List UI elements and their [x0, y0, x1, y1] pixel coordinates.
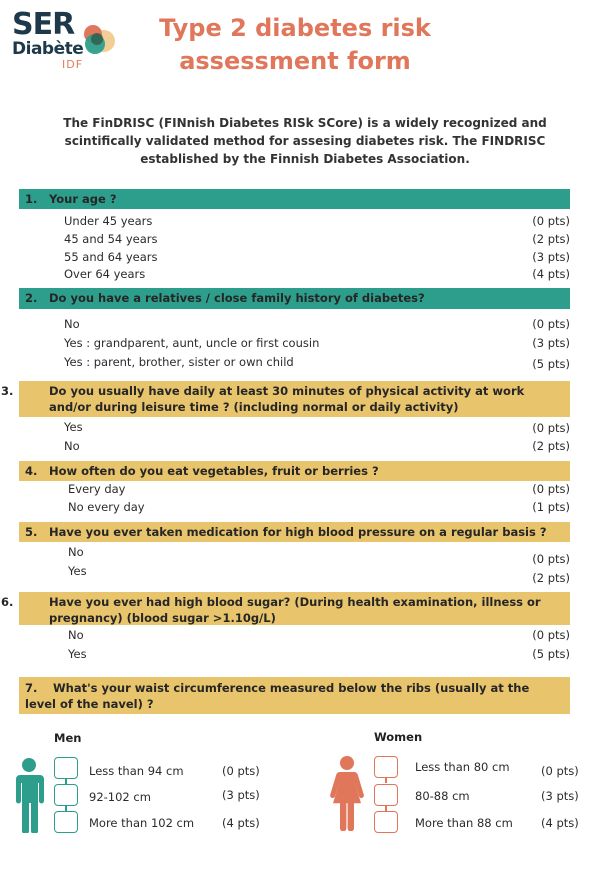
option-label[interactable]: Yes: [64, 420, 83, 434]
option-label[interactable]: 55 and 64 years: [64, 250, 158, 264]
option-label[interactable]: No: [68, 628, 84, 642]
question-text: How often do you eat vegetables, fruit or berries ?: [49, 464, 379, 478]
women-option-label: Less than 80 cm: [415, 760, 510, 774]
page-title: Type 2 diabetes risk assessment form: [159, 14, 431, 75]
option-label[interactable]: No: [64, 317, 80, 331]
men-option-checkbox[interactable]: [54, 757, 78, 779]
option-points: (0 pts): [532, 628, 570, 642]
question-4-header: [19, 461, 570, 481]
option-label[interactable]: 45 and 54 years: [64, 232, 158, 246]
option-points: (3 pts): [532, 250, 570, 264]
men-heading: Men: [54, 731, 82, 745]
option-points: (0 pts): [532, 421, 570, 435]
woman-icon: [329, 755, 365, 831]
option-points: (2 pts): [532, 439, 570, 453]
option-label[interactable]: No: [64, 439, 80, 453]
option-points: (5 pts): [532, 647, 570, 661]
option-label[interactable]: Yes: [68, 647, 87, 661]
question-6-header: [1, 592, 570, 625]
men-option-label: 92-102 cm: [89, 790, 151, 804]
question-text: Do you have a relatives / close family history of diabetes?: [49, 291, 425, 305]
question-text: What's your waist circumference measured below the ribs (usually at the level of the navel) ?: [25, 681, 530, 711]
question-3-header: [1, 381, 570, 417]
men-option-points: (0 pts): [222, 764, 260, 778]
option-label[interactable]: No every day: [68, 500, 145, 514]
logo-heart-icon: [81, 24, 117, 56]
question-number: 4.: [25, 464, 38, 478]
option-label[interactable]: Over 64 years: [64, 267, 146, 281]
question-5-header: [19, 522, 570, 542]
question-text: Have you ever taken medication for high blood pressure on a regular basis ?: [49, 525, 547, 539]
question-number: 1.: [25, 192, 38, 206]
question-1-header: [19, 189, 570, 209]
women-option-checkbox[interactable]: [374, 756, 398, 778]
option-points: (0 pts): [532, 552, 570, 566]
option-points: (1 pts): [532, 500, 570, 514]
men-option-points: (3 pts): [222, 788, 260, 802]
women-option-points: (3 pts): [541, 789, 579, 803]
women-option-checkbox[interactable]: [374, 811, 398, 833]
question-number: 6.: [1, 595, 14, 609]
logo-idf-text: IDF: [62, 58, 84, 71]
question-number: 5.: [25, 525, 38, 539]
option-label[interactable]: Yes: [68, 564, 87, 578]
logo-ser-text: SER: [12, 7, 75, 42]
men-option-checkbox[interactable]: [54, 811, 78, 833]
ser-diabete-logo: [8, 7, 118, 80]
option-points: (0 pts): [532, 317, 570, 331]
option-points: (5 pts): [532, 357, 570, 371]
question-7-header: [19, 677, 570, 714]
question-text: Have you ever had high blood sugar? (During health examination, illness or pregnancy) (blood sugar >1.10g/L): [49, 595, 541, 625]
men-option-points: (4 pts): [222, 816, 260, 830]
option-points: (2 pts): [532, 571, 570, 585]
men-option-checkbox[interactable]: [54, 784, 78, 806]
women-option-label: 80-88 cm: [415, 789, 470, 803]
question-number: 7.: [25, 681, 38, 695]
option-label[interactable]: Yes : grandparent, aunt, uncle or first cousin: [64, 336, 320, 350]
option-label[interactable]: Yes : parent, brother, sister or own child: [64, 355, 294, 369]
women-heading: Women: [374, 730, 423, 744]
women-option-points: (0 pts): [541, 764, 579, 778]
question-2-header: [19, 288, 570, 309]
man-icon: [12, 757, 46, 833]
women-option-checkbox[interactable]: [374, 784, 398, 806]
option-label[interactable]: No: [68, 545, 84, 559]
option-points: (2 pts): [532, 232, 570, 246]
question-number: 3.: [1, 384, 14, 398]
option-points: (0 pts): [532, 482, 570, 496]
option-points: (4 pts): [532, 267, 570, 281]
question-number: 2.: [25, 291, 38, 305]
question-text: Do you usually have daily at least 30 minutes of physical activity at work and/or during leisure time ? (including normal or daily activity): [49, 384, 525, 414]
men-option-label: Less than 94 cm: [89, 764, 184, 778]
option-label[interactable]: Every day: [68, 482, 126, 496]
men-option-label: More than 102 cm: [89, 816, 195, 830]
question-text: Your age ?: [49, 192, 117, 206]
option-label[interactable]: Under 45 years: [64, 214, 153, 228]
option-points: (3 pts): [532, 336, 570, 350]
option-points: (0 pts): [532, 214, 570, 228]
intro-paragraph: The FinDRISC (FINnish Diabetes RISk SCore) is a widely recognized and scintifically validated method for assesing diabetes risk. The FINDRISC established by the Finnish Diabetes Association.: [63, 116, 547, 166]
women-option-label: More than 88 cm: [415, 816, 513, 830]
women-option-points: (4 pts): [541, 816, 579, 830]
logo-diabete-text: Diabète: [12, 39, 84, 59]
connector-line: [385, 778, 387, 783]
